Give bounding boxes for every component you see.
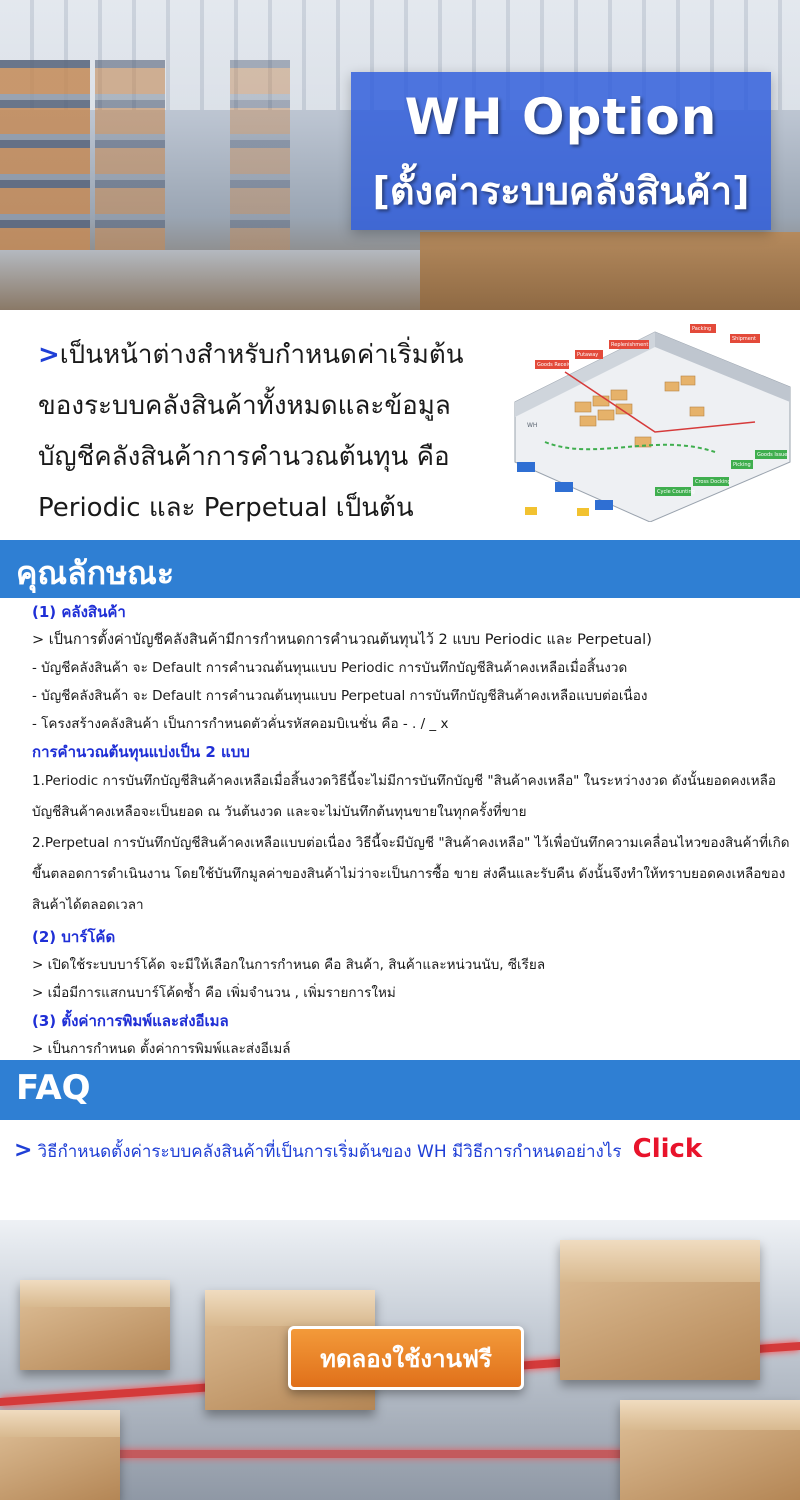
feature-line: > เป็นการกำหนด ตั้งค่าการพิมพ์และส่งอีเมล์ [32, 1041, 291, 1057]
section-barcode-title: (2) บาร์โค้ด [32, 928, 116, 946]
free-trial-button[interactable]: ทดลองใช้งานฟรี [288, 1326, 524, 1390]
intro-text [38, 330, 498, 534]
intro-line: Periodic และ Perpetual เป็นต้น [38, 493, 414, 523]
feature-line: > เปิดใช้ระบบบาร์โค้ด จะมีให้เลือกในการกำหนด คือ สินค้า, สินค้าและหน่วนนับ, ซีเรียล [32, 957, 546, 973]
cardboard-box [560, 1240, 760, 1380]
feature-line: > เมื่อมีการแสกนบาร์โค้ดซ้ำ คือ เพิ่มจำนวน , เพิ่มรายการใหม่ [32, 985, 396, 1001]
hero-subtitle: [ตั้งค่าระบบคลังสินค้า] [372, 169, 750, 213]
faq-question: วิธีกำหนดตั้งค่าระบบคลังสินค้าที่เป็นการเริ่มต้นของ WH มีวิธีการกำหนดอย่างไร [37, 1142, 622, 1162]
calc-perpetual-paragraph: 2.Perpetual การบันทึกบัญชีสินค้าคงเหลือแบบต่อเนื่อง วิธีนี้จะมีบัญชี "สินค้าคงเหลือ" ไว้เพื่อบันทึกความเคลื่อนไหวของสินค้าที่เกิดขึ้นตลอดการดำเนินงาน โดยใช้บันทึกมูลค่าของสินค้าไม่ว่าจะเป็นการซื้อ ขาย ส่งคืนและรับคืน ดังนั้นจึงทำให้ทราบยอดคงเหลือของสินค้าได้ตลอดเวลา [32, 835, 790, 913]
feature-line: - บัญชีคลังสินค้า จะ Default การคำนวณต้นทุนแบบ Periodic การบันทึกบัญชีสินค้าคงเหลือเมื่อสิ้นงวด [32, 660, 628, 676]
flow-label: Cross Docking [695, 479, 731, 485]
arrow-icon: > [38, 340, 60, 370]
features-section-header [0, 540, 800, 598]
cardboard-box [620, 1400, 800, 1500]
faq-section-header [0, 1060, 800, 1120]
feature-line: - โครงสร้างคลังสินค้า เป็นการกำหนดตัวคั่นรหัสคอมบิเนชั่น คือ - . / _ x [32, 716, 449, 732]
hero-title: WH Option [404, 88, 718, 146]
faq-item [14, 1134, 794, 1165]
feature-line: > เป็นการตั้งค่าบัญชีคลังสินค้ามีการกำหนดการคำนวณต้นทุนไว้ 2 แบบ Periodic และ Perpetual) [32, 632, 652, 648]
hero-title-box [351, 72, 771, 230]
intro-line: >เป็นหน้าต่างสำหรับกำหนดค่าเริ่มต้น [38, 340, 464, 370]
faq-click-link[interactable]: Click [632, 1134, 703, 1164]
flow-label: Goods Receive [537, 362, 574, 368]
flow-label: Packing [692, 326, 712, 332]
flow-label: Replenishment [611, 342, 649, 348]
flow-label: WH [527, 422, 538, 429]
flow-label: Shipment [732, 336, 756, 342]
cardboard-box [0, 1410, 120, 1500]
arrow-icon: > [14, 1138, 33, 1163]
flow-label: Cycle Counting [657, 489, 695, 495]
intro-line: ของระบบคลังสินค้าทั้งหมดและข้อมูล [38, 391, 451, 421]
flow-label: Putaway [577, 352, 599, 358]
desk [420, 232, 800, 310]
flow-label: Picking [733, 462, 751, 468]
calc-periodic-paragraph: 1.Periodic การบันทึกบัญชีสินค้าคงเหลือเมื่อสิ้นงวดวิธีนี้จะไม่มีการบันทึกบัญชี "สินค้าคงเหลือ" ในระหว่างงวด ดังนั้นยอดคงเหลือบัญชีสินค้าคงเหลือจะเป็นยอด ณ วันต้นงวด และจะไม่บันทึกต้นทุนขายในทุกครั้งที่ขาย [32, 773, 777, 820]
features-title: คุณลักษณะ [16, 554, 175, 592]
calc-methods-title: การคำนวณต้นทุนแบ่งเป็น 2 แบบ [32, 743, 250, 761]
intro-line: บัญชีคลังสินค้าการคำนวณต้นทุน คือ [38, 442, 450, 472]
features-content [32, 598, 792, 1063]
feature-line: - บัญชีคลังสินค้า จะ Default การคำนวณต้นทุนแบบ Perpetual การบันทึกบัญชีสินค้าคงเหลือแบบต่อเนื่อง [32, 688, 648, 704]
faq-title: FAQ [16, 1068, 91, 1108]
flow-label: Goods Issue [757, 452, 788, 458]
warehouse-flow-illustration [505, 312, 795, 522]
section-print-email-title: (3) ตั้งค่าการพิมพ์และส่งอีเมล [32, 1012, 229, 1030]
hero-banner [0, 0, 800, 310]
cardboard-box [20, 1280, 170, 1370]
section-warehouse-title: (1) คลังสินค้า [32, 603, 126, 621]
